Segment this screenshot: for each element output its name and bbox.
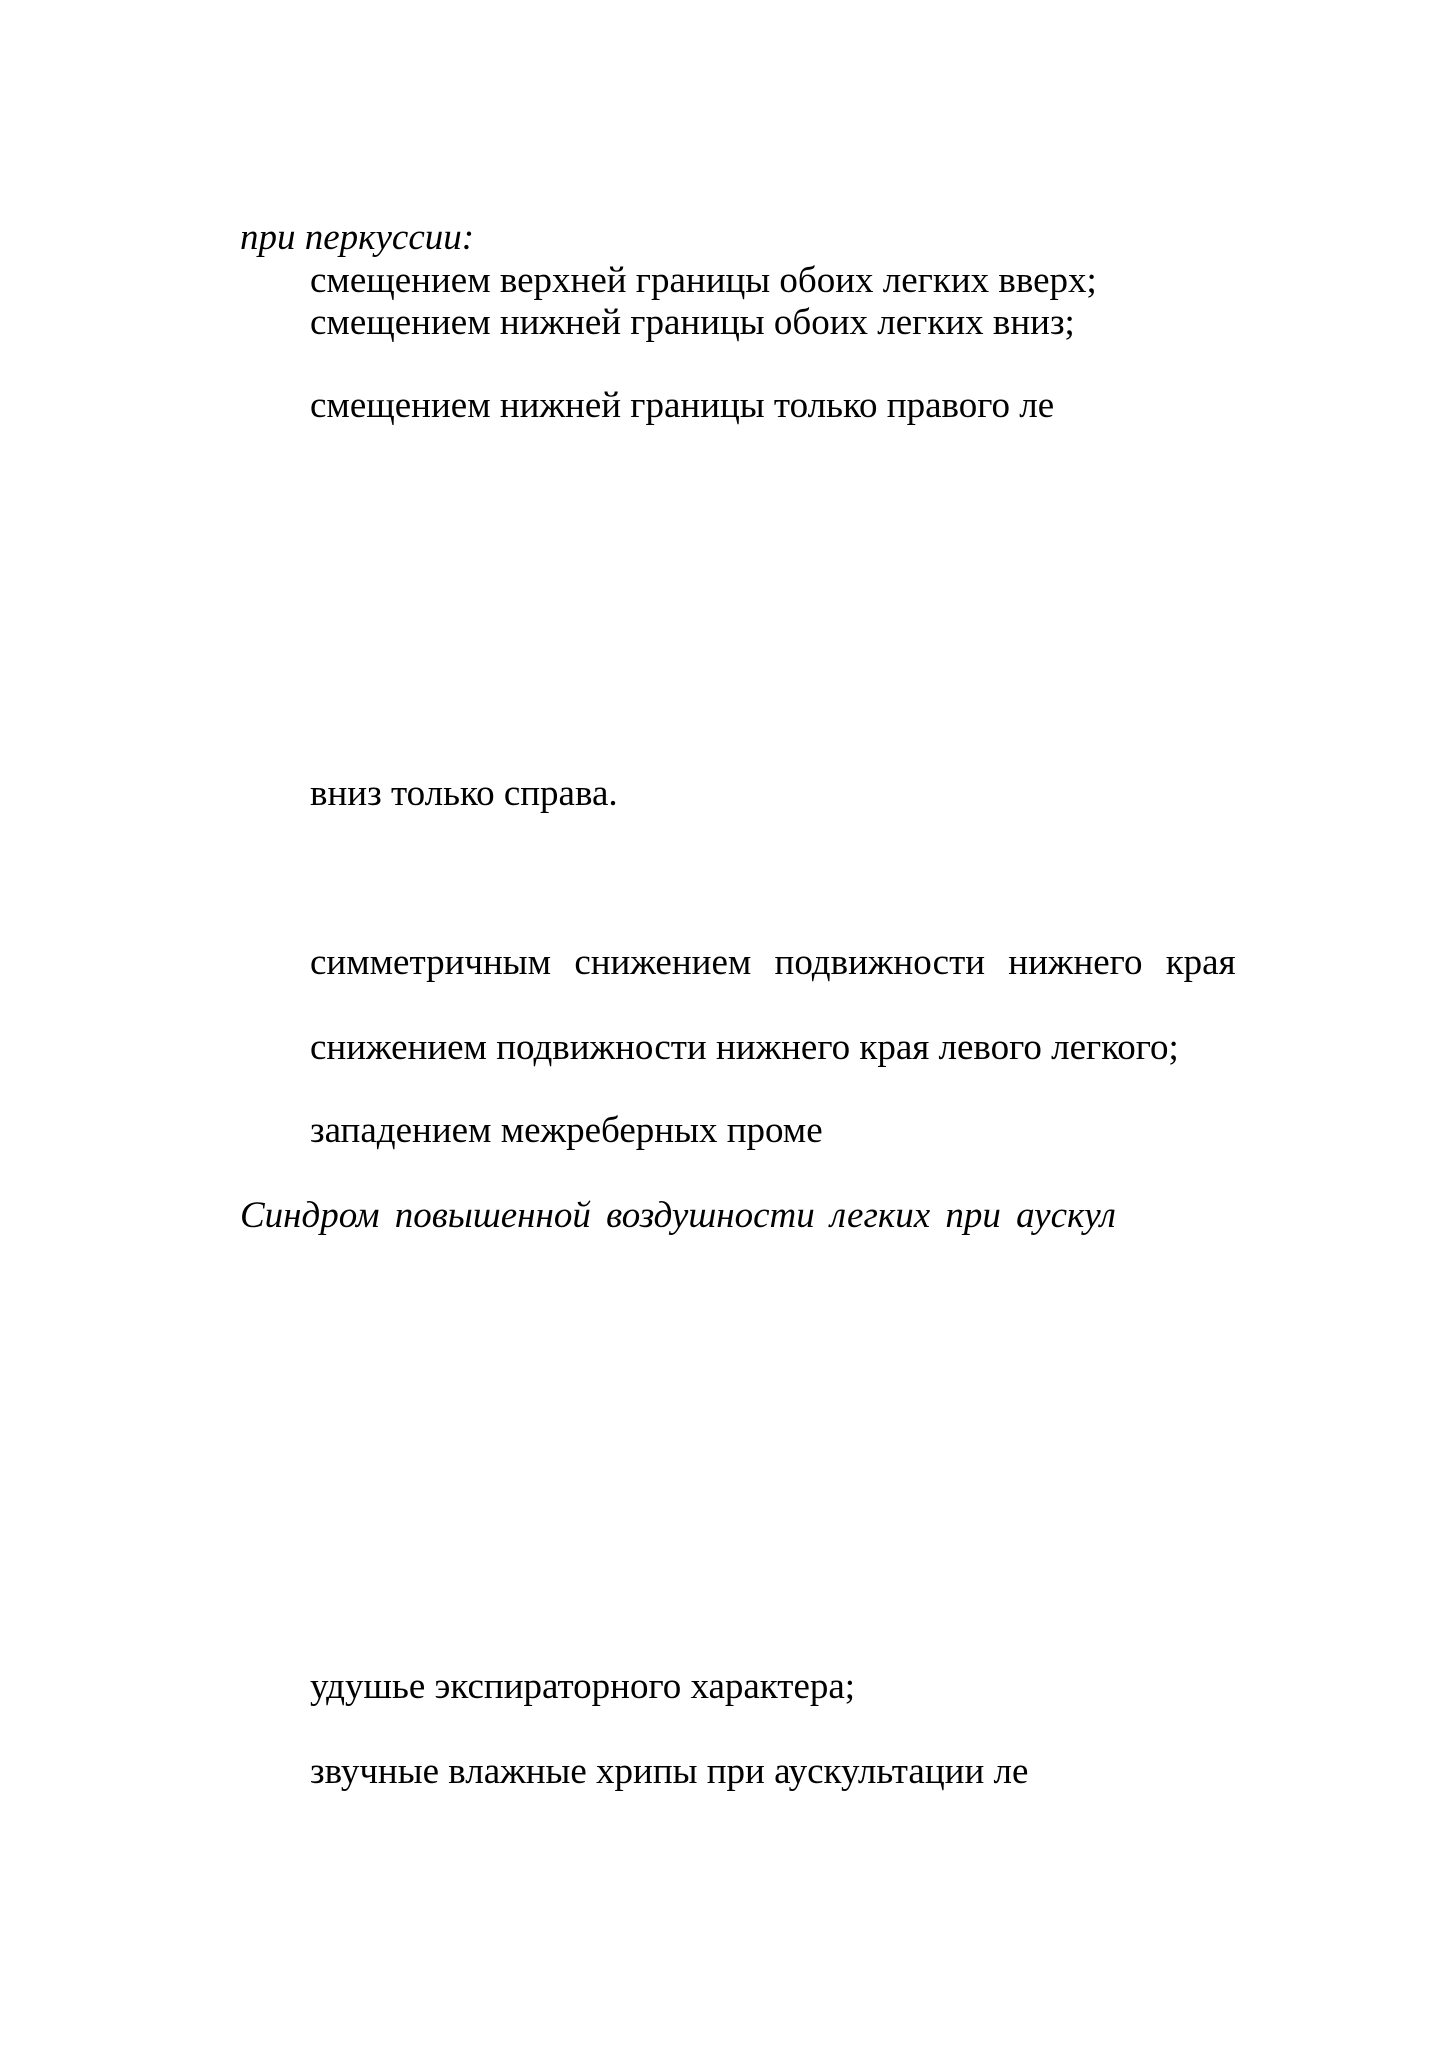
list-item: снижением подвижности нижнего края левого легкого;: [310, 1027, 1179, 1068]
list-item: западением межреберных проме: [310, 1110, 823, 1151]
percussion-heading: при перкуссии:: [240, 217, 475, 258]
list-item: смещением нижней границы обоих легких вниз;: [310, 302, 1075, 343]
list-item: симметричным снижением подвижности нижнего края: [310, 942, 1236, 983]
list-item: смещением нижней границы только правого ле: [310, 385, 1055, 426]
list-item: смещением верхней границы обоих легких вверх;: [310, 260, 1097, 301]
list-item: звучные влажные хрипы при аускультации ле: [310, 1751, 1029, 1792]
auscultation-heading: Синдром повышенной воздушности легких при аускул: [240, 1195, 1116, 1236]
list-item: вниз только справа.: [310, 773, 618, 814]
list-item: удушье экспираторного характера;: [310, 1666, 856, 1707]
